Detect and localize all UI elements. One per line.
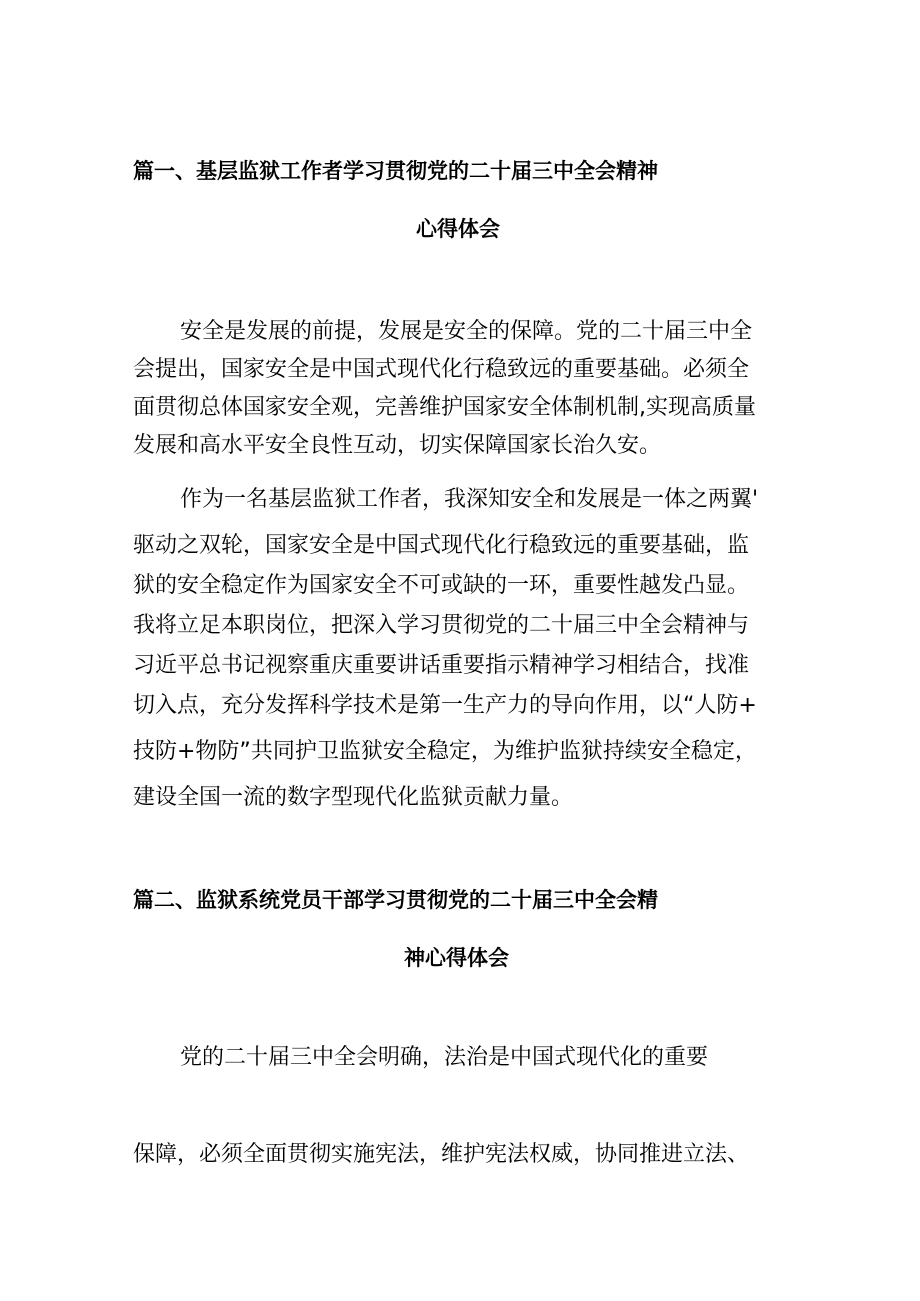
section1-p1-line3: 面贯彻总体国家安全观，完善维护国家安全体制机制,实现高质量 [133,395,756,420]
section2-title-line2: 神心得体会 [404,946,509,970]
section2-p1-line1: 党的二十届三中全会明确，法治是中国式现代化的重要 [180,1045,709,1070]
section1-p2-line2: 驱动之双轮，国家安全是中国式现代化行稳致远的重要基础，监 [133,533,750,558]
section1-p2-line1: 作为一名基层监狱工作者，我深知安全和发展是一体之两翼' [180,487,759,512]
section1-title-line1: 篇一、基层监狱工作者学习贯彻党的二十届三中全会精神 [133,159,658,183]
section1-p1-line4: 发展和高水平安全良性互动，切实保障国家长治久安。 [133,433,662,458]
section1-p2-line7: 技防+物防”共同护卫监狱安全稳定，为维护监狱持续安全稳定， [133,739,757,764]
section1-p1-line2: 会提出，国家安全是中国式现代化行稳致远的重要基础。必须全 [133,357,750,382]
section1-p2-line3: 狱的安全稳定作为国家安全不可或缺的一环，重要性越发凸显。 [133,573,750,598]
section2-p1-line2: 保障，必须全面贯彻实施宪法，维护宪法权威，协同推进立法、 [133,1142,750,1167]
section1-p2-line6: 切入点，充分发挥科学技术是第一生产力的导向作用，以“人防+ [133,693,757,718]
section1-p1-line1: 安全是发展的前提，发展是安全的保障。党的二十届三中全 [180,319,753,344]
section1-p2-line8: 建设全国一流的数字型现代化监狱贡献力量。 [133,785,574,810]
section2-title-line1: 篇二、监狱系统党员干部学习贯彻党的二十届三中全会精 [133,888,658,912]
section1-title-line2: 心得体会 [416,217,500,241]
section1-p2-line5: 习近平总书记视察重庆重要讲话重要指示精神学习相结合，找准 [133,653,750,678]
section1-p2-line4: 我将立足本职岗位，把深入学习贯彻党的二十届三中全会精神与 [133,613,750,638]
